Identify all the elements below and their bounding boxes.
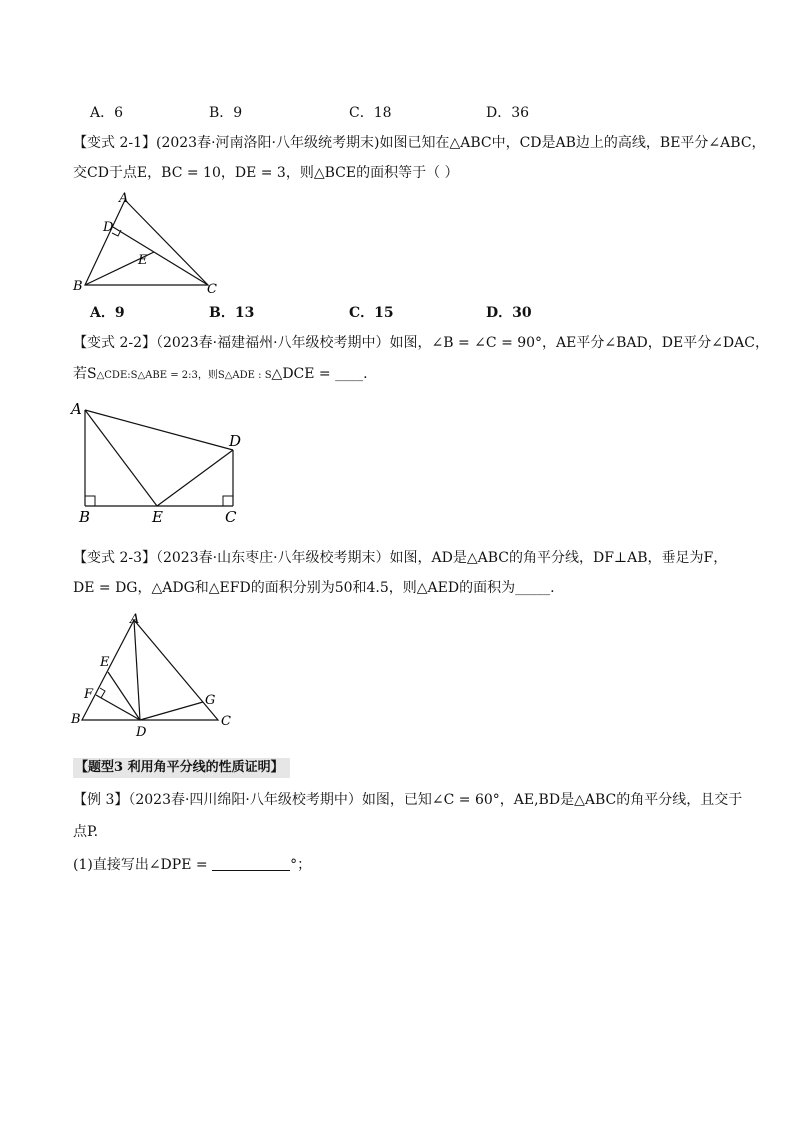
label-c: C (207, 282, 217, 297)
example3-line1: 【例 3】（2023春·四川绵阳·八年级校考期中）如图，已知∠C = 60°，AE,BD是△ABC的角平分线，且交于 (73, 792, 743, 808)
label-c: C (225, 508, 237, 526)
option-b[interactable]: B．9 (209, 105, 243, 121)
label-g: G (205, 693, 216, 708)
options-row-1 (90, 102, 710, 122)
label-d: D (229, 432, 242, 450)
label-c: C (221, 714, 231, 729)
label-a: A (119, 191, 129, 206)
variant22-figure (70, 400, 260, 530)
label-b: B (73, 279, 83, 294)
variant23-figure (70, 612, 240, 740)
section-title: 【题型3 利用角平分线的性质证明】 (73, 758, 290, 778)
label-d: D (103, 220, 114, 235)
example3-question1: (1)直接写出∠DPE = °； (73, 857, 312, 873)
label-e: E (152, 508, 163, 526)
option-c[interactable]: C．18 (349, 105, 392, 121)
label-a: A (130, 612, 140, 627)
option-d[interactable]: D．36 (486, 105, 530, 121)
variant21-figure (70, 190, 230, 300)
variant23-question-line2: DE = DG，△ADG和△EFD的面积分别为50和4.5，则△AED的面积为_____. (73, 580, 555, 596)
label-e: E (138, 253, 148, 268)
label-d: D (136, 725, 147, 740)
label-e: E (100, 655, 110, 670)
label-f: F (84, 687, 94, 702)
option-c[interactable]: C．15 (349, 305, 394, 321)
variant22-question-line2: 若S△CDE:S△ABE = 2:3，则S△ADE : S△DCE = ____. (73, 366, 368, 382)
option-b[interactable]: B．13 (209, 305, 255, 321)
variant21-question-line1: 【变式 2-1】(2023春·河南洛阳·八年级统考期末)如图已知在△ABC中，CD是AB边上的高线，BE平分∠ABC， (73, 135, 766, 151)
label-b: B (79, 508, 91, 526)
variant22-question-line1: 【变式 2-2】（2023春·福建福州·八年级校考期中）如图，∠B = ∠C = 90°，AE平分∠BAD，DE平分∠DAC， (73, 335, 769, 351)
variant21-options (90, 302, 710, 322)
variant21-question-line2: 交CD于点E，BC = 10，DE = 3，则△BCE的面积等于（ ） (73, 165, 459, 181)
variant23-question-line1: 【变式 2-3】（2023春·山东枣庄·八年级校考期末）如图，AD是△ABC的角平分线，DF⊥AB，垂足为F， (73, 550, 728, 566)
answer-blank[interactable] (212, 856, 290, 871)
option-a[interactable]: A．6 (90, 105, 124, 121)
option-d[interactable]: D．30 (486, 305, 532, 321)
label-b: B (71, 712, 81, 727)
option-a[interactable]: A．9 (90, 305, 125, 321)
example3-line2: 点P. (73, 824, 99, 840)
label-a: A (71, 400, 82, 418)
